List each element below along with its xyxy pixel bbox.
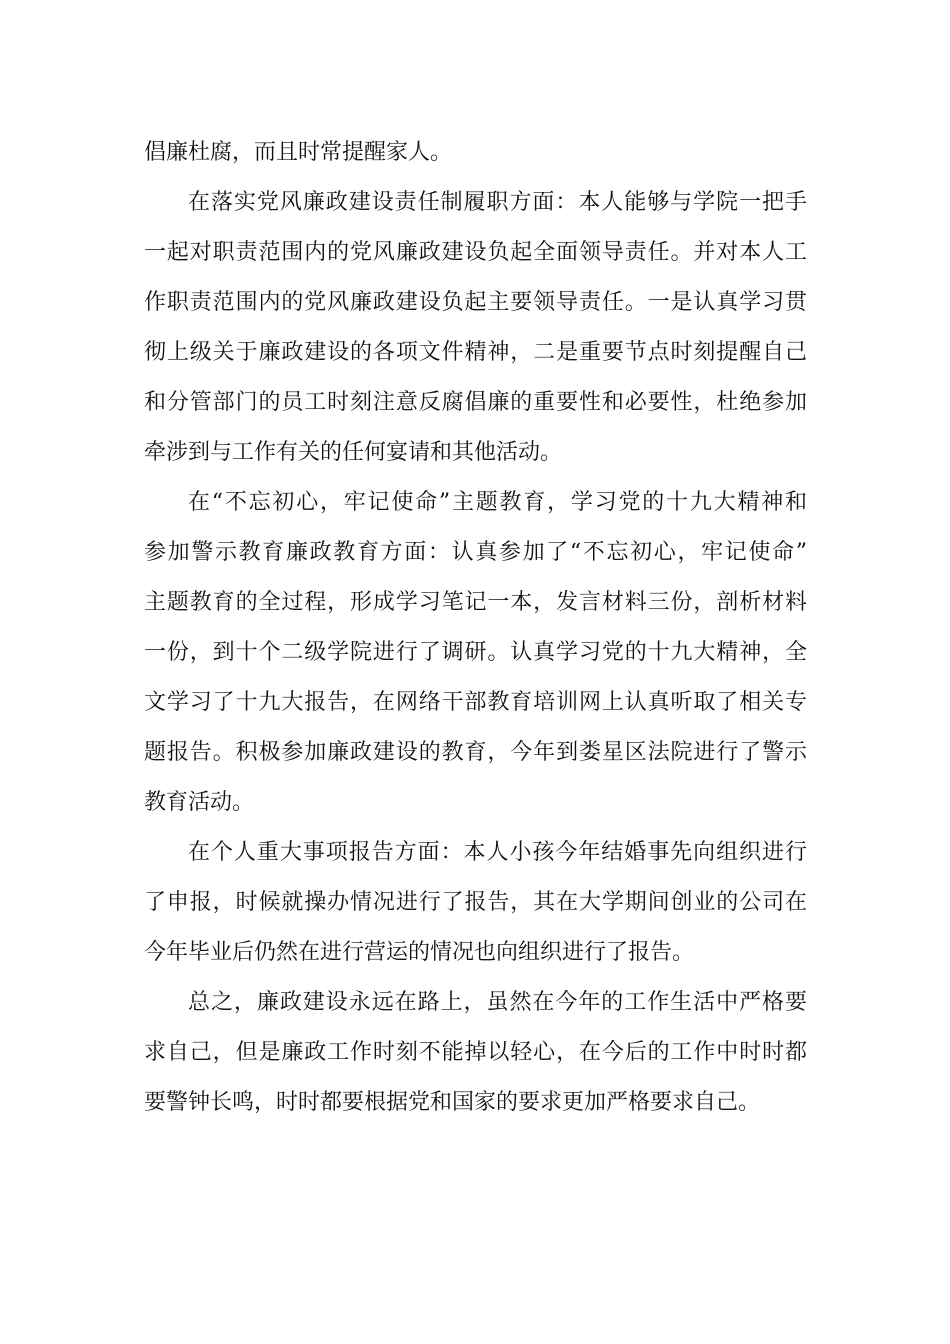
paragraph-first-line: 在“不忘初心，牢记使命”主题教育，学习党的十九大精神和 — [188, 490, 807, 515]
text-line: 要警钟长鸣，时时都要根据党和国家的要求更加严格要求自己。 — [144, 1090, 761, 1115]
text-line: 牵涉到与工作有关的任何宴请和其他活动。 — [144, 440, 563, 465]
body-text — [144, 128, 807, 1128]
text-line: 一起对职责范围内的党风廉政建设负起全面领导责任。并对本人工 — [144, 240, 807, 265]
text-line: 题报告。积极参加廉政建设的教育，今年到娄星区法院进行了警示 — [144, 740, 807, 765]
text-line: 倡廉杜腐，而且时常提醒家人。 — [144, 140, 453, 165]
text-line: 主题教育的全过程，形成学习笔记一本，发言材料三份，剖析材料 — [144, 590, 807, 615]
text-line: 一份，到十个二级学院进行了调研。认真学习党的十九大精神，全 — [144, 640, 807, 665]
text-line: 参加警示教育廉政教育方面：认真参加了“不忘初心，牢记使命” — [144, 540, 807, 565]
text-line: 今年毕业后仍然在进行营运的情况也向组织进行了报告。 — [144, 940, 695, 965]
text-line: 求自己，但是廉政工作时刻不能掉以轻心，在今后的工作中时时都 — [144, 1040, 807, 1065]
text-line: 了申报，时候就操办情况进行了报告，其在大学期间创业的公司在 — [144, 890, 807, 915]
text-line: 作职责范围内的党风廉政建设负起主要领导责任。一是认真学习贯 — [144, 290, 807, 315]
paragraph-first-line: 总之，廉政建设永远在路上，虽然在今年的工作生活中严格要 — [188, 990, 807, 1015]
paragraph-first-line: 在个人重大事项报告方面：本人小孩今年结婚事先向组织进行 — [188, 840, 807, 865]
text-line: 彻上级关于廉政建设的各项文件精神，二是重要节点时刻提醒自己 — [144, 340, 807, 365]
paragraph-first-line: 在落实党风廉政建设责任制履职方面：本人能够与学院一把手 — [188, 190, 807, 215]
text-line: 文学习了十九大报告，在网络干部教育培训网上认真听取了相关专 — [144, 690, 807, 715]
text-line: 和分管部门的员工时刻注意反腐倡廉的重要性和必要性，杜绝参加 — [144, 390, 807, 415]
text-line: 教育活动。 — [144, 790, 255, 815]
